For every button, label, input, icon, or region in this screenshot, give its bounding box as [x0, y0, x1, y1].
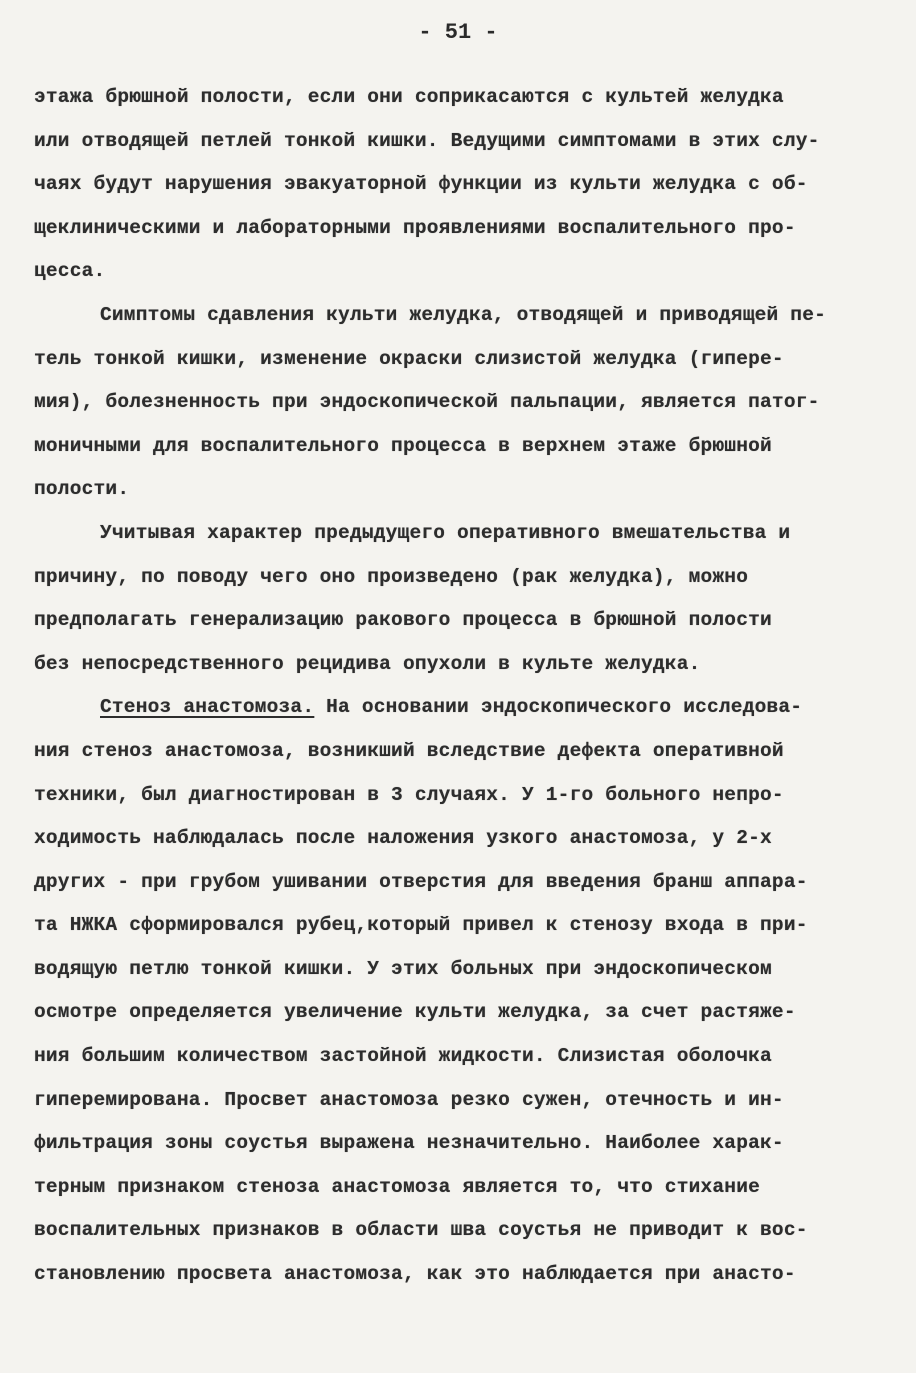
text-line: техники, был диагностирован в 3 случаях. У 1-го больного непро-: [34, 783, 784, 806]
text-line: ния большим количеством застойной жидкости. Слизистая оболочка: [34, 1045, 772, 1068]
text-line: причину, по поводу чего оно произведено (рак желудка), можно: [34, 565, 749, 588]
body-text: [34, 76, 894, 1297]
text-line: Учитывая характер предыдущего оперативного вмешательства и: [100, 521, 791, 544]
text-line: полости.: [34, 478, 130, 501]
text-line: предполагать генерализацию ракового процесса в брюшной полости: [34, 609, 772, 632]
text-line: ния стеноз анастомоза, возникший вследствие дефекта оперативной: [34, 739, 784, 762]
text-line: та НЖКА сформировался рубец,который привел к стенозу входа в при-: [34, 914, 808, 937]
paragraph: [34, 512, 894, 686]
text-line: или отводящей петлей тонкой кишки. Ведущими симптомами в этих слу-: [34, 129, 820, 152]
page-number: - 51 -: [418, 20, 498, 45]
text-line: цесса.: [34, 260, 106, 283]
text-line: мия), болезненность при эндоскопической пальпации, является патог-: [34, 391, 820, 414]
text-line: других - при грубом ушивании отверстия для введения бранш аппара-: [34, 870, 808, 893]
paragraph: [34, 686, 894, 1296]
text-line: тель тонкой кишки, изменение окраски слизистой желудка (гипере-: [34, 347, 784, 370]
section-heading: Стеноз анастомоза.: [100, 696, 315, 719]
text-line: водящую петлю тонкой кишки. У этих больных при эндоскопическом: [34, 957, 772, 980]
text-line: гиперемирована. Просвет анастомоза резко сужен, отечность и ин-: [34, 1088, 784, 1111]
text-line: этажа брюшной полости, если они соприкасаются с культей желудка: [34, 86, 784, 108]
text-line: ходимость наблюдалась после наложения узкого анастомоза, у 2-х: [34, 827, 772, 850]
text-line: моничными для воспалительного процесса в верхнем этаже брюшной: [34, 434, 772, 457]
text-line: Симптомы сдавления культи желудка, отводящей и приводящей пе-: [100, 303, 827, 326]
text-line: становлению просвета анастомоза, как это наблюдается при анасто-: [34, 1263, 796, 1286]
text-line: терным признаком стеноза анастомоза является то, что стихание: [34, 1175, 761, 1198]
text-line: [34, 686, 894, 730]
text-line: фильтрация зоны соустья выражена незначительно. Наиболее харак-: [34, 1132, 784, 1155]
text-line: осмотре определяется увеличение культи желудка, за счет растяже-: [34, 1001, 796, 1024]
text-line: без непосредственного рецидива опухоли в культе желудка.: [34, 652, 701, 675]
paragraph: [34, 76, 894, 294]
text-line: щеклиническими и лабораторными проявлениями воспалительного про-: [34, 216, 796, 239]
text-span: На основании эндоскопического исследова-: [314, 696, 803, 719]
text-line: чаях будут нарушения эвакуаторной функции из культи желудка с об-: [34, 173, 808, 196]
text-line: воспалительных признаков в области шва соустья не приводит к вос-: [34, 1219, 808, 1242]
paragraph: [34, 294, 894, 512]
